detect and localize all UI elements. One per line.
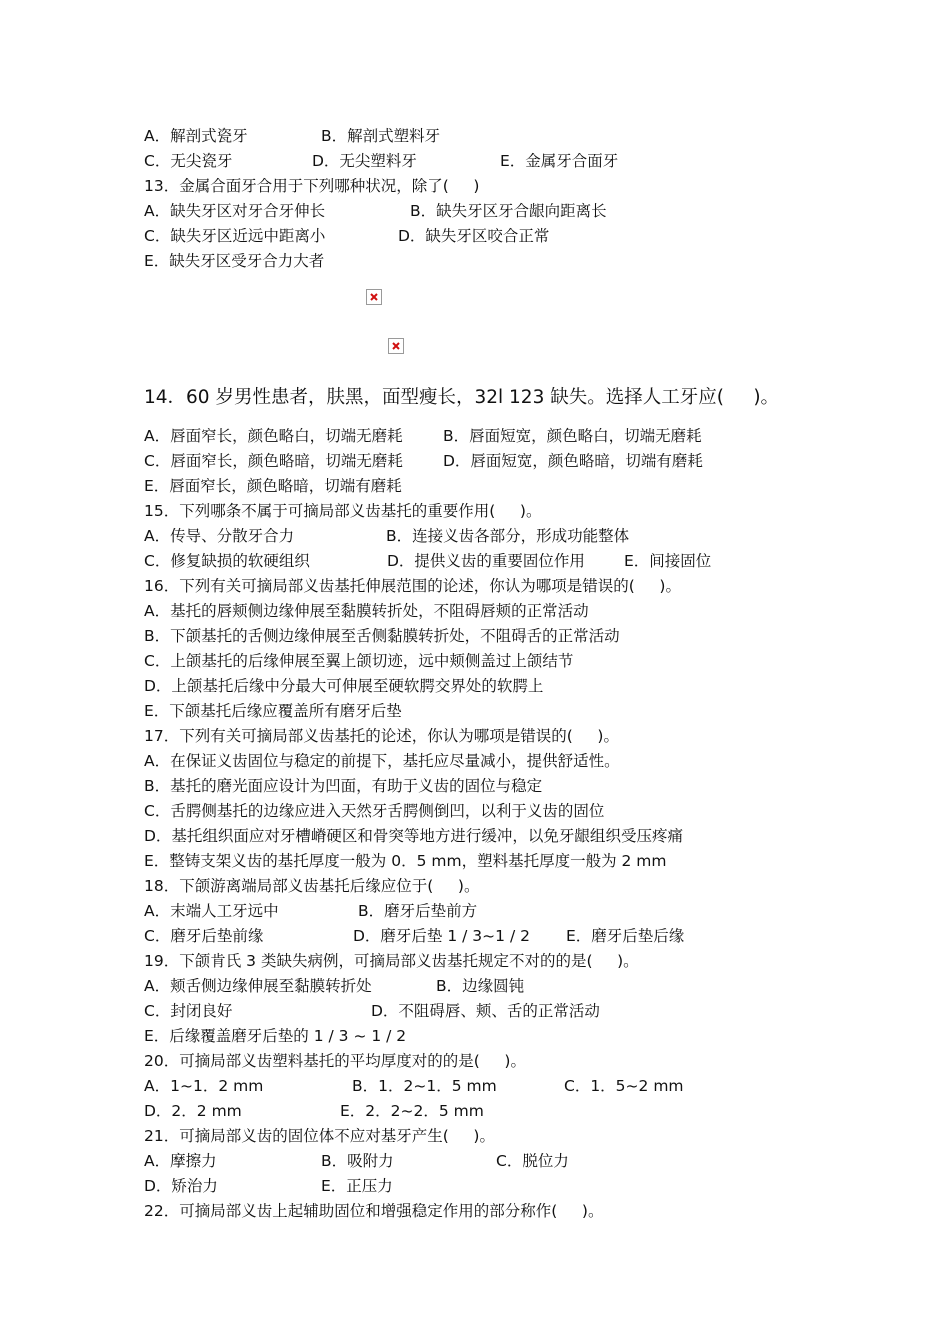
question-text: 22．可摘局部义齿上起辅助固位和增强稳定作用的部分称作( )。 — [144, 1202, 604, 1220]
option-d: D．上颌基托后缘中分最大可伸展至硬软腭交界处的软腭上 — [144, 677, 544, 695]
option-c: C．封闭良好 — [144, 1002, 233, 1020]
question-text: 20．可摘局部义齿塑料基托的平均厚度对的的是( )。 — [144, 1052, 526, 1070]
question-text: 19．下颌肯氏 3 类缺失病例，可摘局部义齿基托规定不对的的是( )。 — [144, 952, 639, 970]
option-c: C．修复缺损的软硬组织 — [144, 552, 310, 570]
option-a: A．末端人工牙远中 — [144, 902, 279, 920]
option-a: A．传导、分散牙合力 — [144, 527, 295, 545]
option-b: B．边缘圆钝 — [436, 977, 525, 995]
broken-image-icon — [366, 289, 382, 305]
option-b: B．唇面短宽，颜色略白，切端无磨耗 — [443, 427, 702, 445]
option-d: D．基托组织面应对牙槽嵴硬区和骨突等地方进行缓冲，以免牙龈组织受压疼痛 — [144, 827, 683, 845]
option-a: A．解剖式瓷牙 — [144, 127, 248, 145]
option-b: B．下颌基托的舌侧边缘伸展至舌侧黏膜转折处，不阻碍舌的正常活动 — [144, 627, 620, 645]
option-a: A．颊舌侧边缘伸展至黏膜转折处 — [144, 977, 372, 995]
option-d: D．磨牙后垫 1 / 3~1 / 2 — [353, 927, 530, 945]
option-e: E．后缘覆盖磨牙后垫的 1 / 3 ~ 1 / 2 — [144, 1027, 407, 1045]
question-text: 21．可摘局部义齿的固位体不应对基牙产生( )。 — [144, 1127, 495, 1145]
question-text: 14．60 岁男性患者，肤黑，面型瘦长，32l 123 缺失。选择人工牙应( )。 — [144, 387, 780, 408]
option-e: E．正压力 — [321, 1177, 393, 1195]
question-text: 15．下列哪条不属于可摘局部义齿基托的重要作用( )。 — [144, 502, 542, 520]
option-e: E．唇面窄长，颜色略暗，切端有磨耗 — [144, 477, 402, 495]
option-b: B．1．2~1．5 mm — [352, 1077, 497, 1095]
option-a: A．1~1．2 mm — [144, 1077, 264, 1095]
option-e: E．金属牙合面牙 — [500, 152, 619, 170]
option-c: C．1．5~2 mm — [564, 1077, 684, 1095]
option-d: D．矫治力 — [144, 1177, 218, 1195]
option-c: C．脱位力 — [496, 1152, 569, 1170]
option-d: D．缺失牙区咬合正常 — [398, 227, 550, 245]
broken-image-icon — [388, 338, 404, 354]
option-a: A．基托的唇颊侧边缘伸展至黏膜转折处，不阻碍唇颊的正常活动 — [144, 602, 589, 620]
question-text: 17．下列有关可摘局部义齿基托的论述，你认为哪项是错误的( )。 — [144, 727, 619, 745]
option-e: E．下颌基托后缘应覆盖所有磨牙后垫 — [144, 702, 402, 720]
option-c: C．磨牙后垫前缘 — [144, 927, 264, 945]
option-a: A．摩擦力 — [144, 1152, 217, 1170]
option-b: B．缺失牙区牙合龈向距离长 — [410, 202, 607, 220]
option-c: C．舌腭侧基托的边缘应进入天然牙舌腭侧倒凹，以利于义齿的固位 — [144, 802, 605, 820]
option-d: D．2．2 mm — [144, 1102, 242, 1120]
option-a: A．唇面窄长，颜色略白，切端无磨耗 — [144, 427, 403, 445]
option-c: C．上颌基托的后缘伸展至翼上颌切迹，远中颊侧盖过上颌结节 — [144, 652, 574, 670]
option-e: E．缺失牙区受牙合力大者 — [144, 252, 325, 270]
question-22 — [144, 1201, 604, 1261]
option-b: B．解剖式塑料牙 — [321, 127, 441, 145]
option-e: E．整铸支架义齿的基托厚度一般为 0．5 mm，塑料基托厚度一般为 2 mm — [144, 852, 667, 870]
option-b: B．吸附力 — [321, 1152, 394, 1170]
option-d: D．唇面短宽，颜色略暗，切端有磨耗 — [443, 452, 703, 470]
question-text: 16．下列有关可摘局部义齿基托伸展范围的论述，你认为哪项是错误的( )。 — [144, 577, 681, 595]
option-d: D．提供义齿的重要固位作用 — [387, 552, 585, 570]
option-e: E．磨牙后垫后缘 — [566, 927, 685, 945]
question-text: 18．下颌游离端局部义齿基托后缘应位于( )。 — [144, 877, 480, 895]
option-c: C．唇面窄长，颜色略暗，切端无磨耗 — [144, 452, 403, 470]
option-c: C．缺失牙区近远中距离小 — [144, 227, 326, 245]
option-d: D．无尖塑料牙 — [312, 152, 417, 170]
option-b: B．连接义齿各部分，形成功能整体 — [386, 527, 630, 545]
option-e: E．间接固位 — [624, 552, 712, 570]
option-line — [144, 251, 325, 311]
option-b: B．磨牙后垫前方 — [358, 902, 478, 920]
option-b: B．基托的磨光面应设计为凹面，有助于义齿的固位与稳定 — [144, 777, 543, 795]
question-text: 13．金属合面牙合用于下列哪种状况，除了( ) — [144, 177, 480, 195]
option-c: C．无尖瓷牙 — [144, 152, 233, 170]
option-a: A．在保证义齿固位与稳定的前提下，基托应尽量减小，提供舒适性。 — [144, 752, 620, 770]
option-a: A．缺失牙区对牙合牙伸长 — [144, 202, 326, 220]
option-e: E．2．2~2．5 mm — [340, 1102, 484, 1120]
option-d: D．不阻碍唇、颊、舌的正常活动 — [371, 1002, 600, 1020]
